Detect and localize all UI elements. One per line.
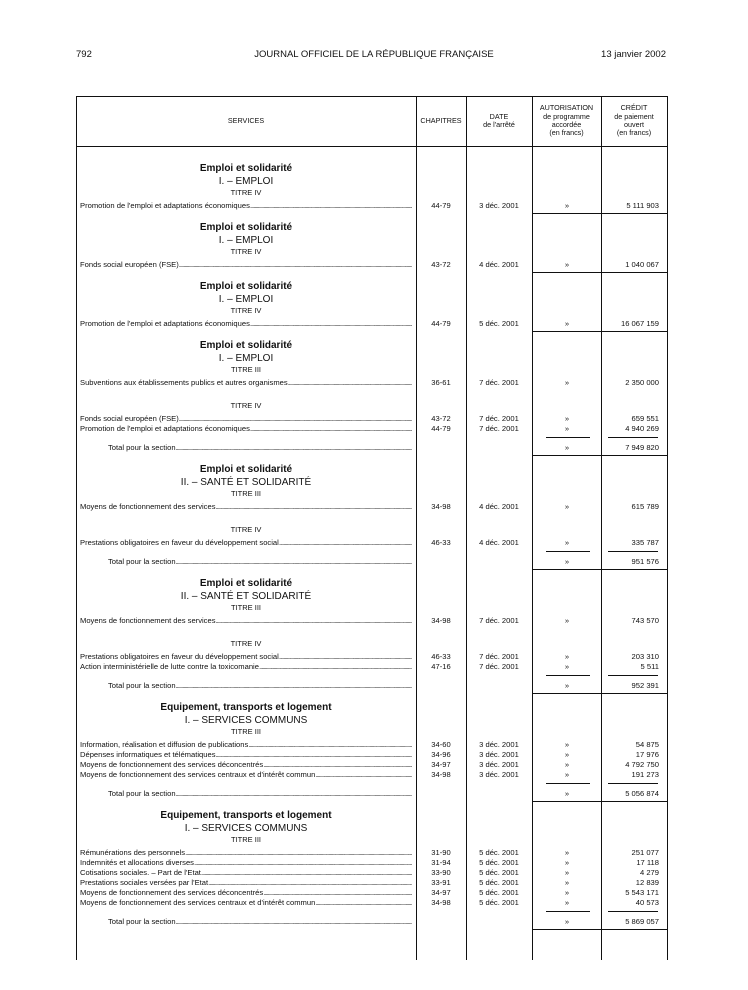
autorisation-cell: » <box>564 378 570 387</box>
col-header-chapitres: CHAPITRES <box>420 115 462 125</box>
date-cell: 3 déc. 2001 <box>479 750 519 759</box>
col-header-credit: CRÉDIT de paiement ouvert (en francs) <box>614 103 654 138</box>
chapitre-cell: 34-97 <box>431 760 451 769</box>
chapitre-cell: 34-60 <box>431 740 451 749</box>
table-row <box>76 888 668 898</box>
autorisation-cell: » <box>564 760 570 769</box>
section-total-row <box>76 917 668 927</box>
col-header-services: SERVICES <box>227 115 265 125</box>
date-cell: 3 déc. 2001 <box>479 201 519 210</box>
section-subtitle: I. – SERVICES COMMUNS <box>184 823 308 834</box>
total-underline-credit <box>608 783 658 784</box>
credit-cell: 191 273 <box>631 770 659 779</box>
chapitre-cell: 46-33 <box>431 652 451 661</box>
credits-table <box>76 96 668 960</box>
chapitre-cell: 43-72 <box>431 260 451 269</box>
table-row <box>76 260 668 270</box>
date-cell: 5 déc. 2001 <box>479 848 519 857</box>
chapitre-cell: 34-98 <box>431 616 451 625</box>
service-label: Fonds social européen (FSE) ..... <box>80 260 412 270</box>
ministry-title: Emploi et solidarité <box>199 464 293 475</box>
titre-label: TITRE III <box>231 835 261 844</box>
chapitre-cell: 34-96 <box>431 750 451 759</box>
service-label: Prestations sociales versées par l'Etat ..... <box>80 878 412 888</box>
autorisation-cell: » <box>564 424 570 433</box>
chapitre-cell: 43-72 <box>431 414 451 423</box>
service-label: Subventions aux établissements publics et autres organismes ..... <box>80 378 412 388</box>
credit-cell: 7 949 820 <box>625 443 659 452</box>
col-header-date: DATE de l'arrêté <box>483 111 515 129</box>
table-row <box>76 858 668 868</box>
titre-label: TITRE IV <box>230 401 262 410</box>
service-label: Indemnités et allocations diverses ..... <box>80 858 412 868</box>
total-label: Total pour la section ..... <box>108 789 412 799</box>
section-rule <box>532 213 668 214</box>
table-row <box>76 652 668 662</box>
autorisation-cell: » <box>564 858 570 867</box>
credit-cell: 5 543 171 <box>625 888 659 897</box>
service-label: Moyens de fonctionnement des services centraux et d'intérêt commun ..... <box>80 898 412 908</box>
service-label: Rémunérations des personnels ..... <box>80 848 412 858</box>
table-row <box>76 319 668 329</box>
credit-cell: 5 869 057 <box>625 917 659 926</box>
autorisation-cell: » <box>564 201 570 210</box>
autorisation-cell: » <box>564 878 570 887</box>
section-subtitle: II. – SANTÉ ET SOLIDARITÉ <box>180 591 312 602</box>
service-label: Dépenses informatiques et télématiques ..... <box>80 750 412 760</box>
service-label: Action interministérielle de lutte contre la toxicomanie ..... <box>80 662 412 672</box>
credit-cell: 5 056 874 <box>625 789 659 798</box>
credit-cell: 4 792 750 <box>625 760 659 769</box>
col-header-autorisation: AUTORISATION de programme accordée (en francs) <box>539 103 594 138</box>
date-cell: 5 déc. 2001 <box>479 888 519 897</box>
section-rule <box>532 801 668 802</box>
table-row <box>76 878 668 888</box>
section-total-row <box>76 557 668 567</box>
autorisation-cell: » <box>564 750 570 759</box>
total-underline-autorisation <box>546 437 590 438</box>
total-underline-credit <box>608 437 658 438</box>
section-subtitle: I. – EMPLOI <box>218 294 274 305</box>
col-divider-autorisation <box>601 96 602 960</box>
total-label: Total pour la section ..... <box>108 443 412 453</box>
autorisation-cell: » <box>564 888 570 897</box>
date-cell: 3 déc. 2001 <box>479 770 519 779</box>
table-row <box>76 378 668 388</box>
credit-cell: 16 067 159 <box>620 319 659 328</box>
titre-label: TITRE IV <box>230 525 262 534</box>
credit-cell: 40 573 <box>635 898 659 907</box>
section-total-row <box>76 681 668 691</box>
section-heading <box>76 280 416 306</box>
header-bottom-border <box>76 146 668 147</box>
date-cell: 4 déc. 2001 <box>479 260 519 269</box>
titre-label: TITRE III <box>231 489 261 498</box>
chapitre-cell: 34-98 <box>431 770 451 779</box>
credit-cell: 5 111 903 <box>626 201 659 210</box>
credit-cell: 4 279 <box>639 868 659 877</box>
chapitre-cell: 44-79 <box>431 319 451 328</box>
ministry-title: Equipement, transports et logement <box>160 702 332 713</box>
section-total-row <box>76 789 668 799</box>
table-row <box>76 662 668 672</box>
table-row <box>76 201 668 211</box>
autorisation-cell: » <box>564 740 570 749</box>
autorisation-cell: » <box>564 848 570 857</box>
chapitre-cell: 31-90 <box>431 848 451 857</box>
credit-cell: 5 511 <box>640 662 659 671</box>
table-row <box>76 770 668 780</box>
section-heading <box>76 221 416 247</box>
table-row <box>76 760 668 770</box>
ministry-title: Equipement, transports et logement <box>160 810 332 821</box>
credit-cell: 2 350 000 <box>625 378 659 387</box>
ministry-title: Emploi et solidarité <box>199 340 293 351</box>
autorisation-cell: » <box>564 868 570 877</box>
service-label: Promotion de l'emploi et adaptations économiques ..... <box>80 319 412 329</box>
autorisation-cell: » <box>564 616 570 625</box>
service-label: Fonds social européen (FSE) ..... <box>80 414 412 424</box>
chapitre-cell: 34-97 <box>431 888 451 897</box>
total-underline-autorisation <box>546 783 590 784</box>
titre-label: TITRE III <box>231 727 261 736</box>
date-cell: 5 déc. 2001 <box>479 868 519 877</box>
total-underline-credit <box>608 675 658 676</box>
journal-title: JOURNAL OFFICIEL DE LA RÉPUBLIQUE FRANÇAISE <box>254 49 494 60</box>
section-rule <box>532 455 668 456</box>
date-cell: 7 déc. 2001 <box>479 378 519 387</box>
service-label: Moyens de fonctionnement des services déconcentrés ..... <box>80 760 412 770</box>
table-row <box>76 424 668 434</box>
service-label: Promotion de l'emploi et adaptations économiques ..... <box>80 424 412 434</box>
table-row <box>76 898 668 908</box>
date-cell: 5 déc. 2001 <box>479 319 519 328</box>
service-label: Cotisations sociales. – Part de l'Etat ..... <box>80 868 412 878</box>
credit-cell: 615 789 <box>631 502 659 511</box>
chapitre-cell: 36-61 <box>431 378 451 387</box>
credit-cell: 743 570 <box>631 616 659 625</box>
credit-cell: 17 976 <box>635 750 659 759</box>
ministry-title: Emploi et solidarité <box>199 163 293 174</box>
chapitre-cell: 44-79 <box>431 201 451 210</box>
credit-cell: 4 940 269 <box>625 424 659 433</box>
date-cell: 3 déc. 2001 <box>479 740 519 749</box>
date-cell: 7 déc. 2001 <box>479 662 519 671</box>
date-cell: 7 déc. 2001 <box>479 424 519 433</box>
credit-cell: 951 576 <box>631 557 659 566</box>
autorisation-cell: » <box>564 652 570 661</box>
section-rule <box>532 272 668 273</box>
date-cell: 5 déc. 2001 <box>479 858 519 867</box>
date-cell: 4 déc. 2001 <box>479 502 519 511</box>
table-row <box>76 740 668 750</box>
chapitre-cell: 31-94 <box>431 858 451 867</box>
table-row <box>76 616 668 626</box>
section-heading <box>76 463 416 489</box>
section-subtitle: I. – EMPLOI <box>218 176 274 187</box>
autorisation-cell: » <box>564 917 570 926</box>
col-divider-chapitres <box>466 96 467 960</box>
total-underline-credit <box>608 551 658 552</box>
titre-label: TITRE III <box>231 603 261 612</box>
ministry-title: Emploi et solidarité <box>199 578 293 589</box>
autorisation-cell: » <box>564 557 570 566</box>
date-cell: 3 déc. 2001 <box>479 760 519 769</box>
autorisation-cell: » <box>564 538 570 547</box>
chapitre-cell: 33-90 <box>431 868 451 877</box>
date-cell: 5 déc. 2001 <box>479 898 519 907</box>
credit-cell: 251 077 <box>631 848 659 857</box>
section-subtitle: I. – SERVICES COMMUNS <box>184 715 308 726</box>
section-heading <box>76 339 416 365</box>
date-cell: 5 déc. 2001 <box>479 878 519 887</box>
section-rule <box>532 693 668 694</box>
section-heading <box>76 162 416 188</box>
date-cell: 7 déc. 2001 <box>479 652 519 661</box>
titre-label: TITRE IV <box>230 306 262 315</box>
ministry-title: Emploi et solidarité <box>199 281 293 292</box>
table-right-border <box>667 96 668 960</box>
total-underline-autorisation <box>546 911 590 912</box>
total-label: Total pour la section ..... <box>108 557 412 567</box>
section-heading <box>76 809 416 835</box>
credit-cell: 952 391 <box>631 681 659 690</box>
autorisation-cell: » <box>564 260 570 269</box>
service-label: Prestations obligatoires en faveur du développement social ..... <box>80 652 412 662</box>
autorisation-cell: » <box>564 662 570 671</box>
issue-date: 13 janvier 2002 <box>601 49 666 60</box>
section-total-row <box>76 443 668 453</box>
credit-cell: 17 118 <box>636 858 659 867</box>
table-row <box>76 414 668 424</box>
section-subtitle: II. – SANTÉ ET SOLIDARITÉ <box>180 477 312 488</box>
titre-label: TITRE IV <box>230 247 262 256</box>
autorisation-cell: » <box>564 770 570 779</box>
service-label: Moyens de fonctionnement des services centraux et d'intérêt commun ..... <box>80 770 412 780</box>
chapitre-cell: 44-79 <box>431 424 451 433</box>
chapitre-cell: 33-91 <box>431 878 451 887</box>
autorisation-cell: » <box>564 898 570 907</box>
section-rule <box>532 331 668 332</box>
service-label: Moyens de fonctionnement des services déconcentrés ..... <box>80 888 412 898</box>
table-row <box>76 502 668 512</box>
service-label: Prestations obligatoires en faveur du développement social ..... <box>80 538 412 548</box>
autorisation-cell: » <box>564 443 570 452</box>
autorisation-cell: » <box>564 414 570 423</box>
credit-cell: 1 040 067 <box>625 260 659 269</box>
section-subtitle: I. – EMPLOI <box>218 235 274 246</box>
chapitre-cell: 46-33 <box>431 538 451 547</box>
col-divider-date <box>532 96 533 960</box>
table-row <box>76 848 668 858</box>
section-rule <box>532 929 668 930</box>
titre-label: TITRE IV <box>230 188 262 197</box>
table-row <box>76 538 668 548</box>
total-label: Total pour la section ..... <box>108 681 412 691</box>
total-underline-autorisation <box>546 675 590 676</box>
total-underline-credit <box>608 911 658 912</box>
chapitre-cell: 34-98 <box>431 502 451 511</box>
credit-cell: 203 310 <box>631 652 659 661</box>
table-row <box>76 750 668 760</box>
credit-cell: 659 551 <box>631 414 659 423</box>
col-divider-services <box>416 96 417 960</box>
section-heading <box>76 577 416 603</box>
date-cell: 7 déc. 2001 <box>479 616 519 625</box>
date-cell: 7 déc. 2001 <box>479 414 519 423</box>
autorisation-cell: » <box>564 789 570 798</box>
total-underline-autorisation <box>546 551 590 552</box>
chapitre-cell: 47-16 <box>431 662 451 671</box>
autorisation-cell: » <box>564 319 570 328</box>
section-subtitle: I. – EMPLOI <box>218 353 274 364</box>
total-label: Total pour la section ..... <box>108 917 412 927</box>
titre-label: TITRE IV <box>230 639 262 648</box>
service-label: Moyens de fonctionnement des services ..... <box>80 502 412 512</box>
autorisation-cell: » <box>564 681 570 690</box>
section-rule <box>532 569 668 570</box>
ministry-title: Emploi et solidarité <box>199 222 293 233</box>
credit-cell: 12 839 <box>635 878 659 887</box>
section-heading <box>76 701 416 727</box>
service-label: Information, réalisation et diffusion de publications ..... <box>80 740 412 750</box>
date-cell: 4 déc. 2001 <box>479 538 519 547</box>
autorisation-cell: » <box>564 502 570 511</box>
credit-cell: 54 875 <box>635 740 659 749</box>
chapitre-cell: 34-98 <box>431 898 451 907</box>
page-number: 792 <box>76 49 92 60</box>
service-label: Promotion de l'emploi et adaptations économiques ..... <box>80 201 412 211</box>
service-label: Moyens de fonctionnement des services ..... <box>80 616 412 626</box>
titre-label: TITRE III <box>231 365 261 374</box>
table-row <box>76 868 668 878</box>
credit-cell: 335 787 <box>631 538 659 547</box>
